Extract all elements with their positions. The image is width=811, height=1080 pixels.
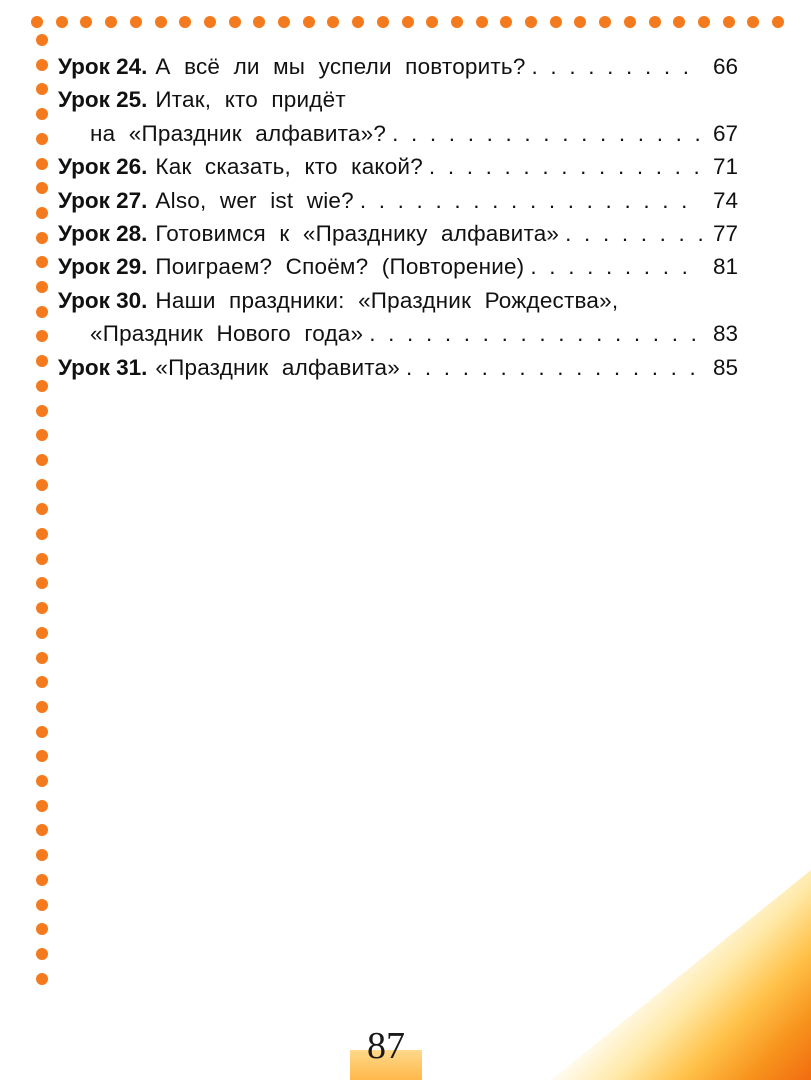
lesson-label: Урок 30. bbox=[58, 287, 148, 313]
border-dot bbox=[278, 16, 290, 28]
border-dot bbox=[36, 726, 48, 738]
toc-entry-lesson-26[interactable] bbox=[58, 150, 738, 183]
toc-entry-lesson-28[interactable] bbox=[58, 217, 738, 250]
border-dot bbox=[36, 306, 48, 318]
lesson-title: Поиграем? Споём? (Повторение) bbox=[155, 254, 525, 280]
toc-entry-lesson-29[interactable] bbox=[58, 250, 738, 283]
toc-line bbox=[58, 284, 738, 317]
border-dot bbox=[36, 800, 48, 812]
page-ref: 71 bbox=[712, 154, 738, 180]
border-dot bbox=[36, 479, 48, 491]
border-dot bbox=[649, 16, 661, 28]
border-dot bbox=[229, 16, 241, 28]
corner-gradient-decoration bbox=[551, 870, 811, 1080]
border-dot bbox=[36, 923, 48, 935]
lesson-label: Урок 29. bbox=[58, 254, 148, 280]
border-dot bbox=[36, 207, 48, 219]
border-dot bbox=[130, 16, 142, 28]
border-dot bbox=[105, 16, 117, 28]
border-dot bbox=[36, 232, 48, 244]
toc-entry-lesson-24[interactable] bbox=[58, 50, 738, 83]
toc-entry-lesson-31[interactable] bbox=[58, 351, 738, 384]
dot-leader bbox=[360, 184, 702, 217]
lesson-title: Как сказать, кто какой? bbox=[155, 154, 423, 180]
border-dot bbox=[303, 16, 315, 28]
border-dot bbox=[599, 16, 611, 28]
border-dot bbox=[624, 16, 636, 28]
dot-leader bbox=[369, 317, 702, 350]
border-dot bbox=[574, 16, 586, 28]
dot-leader bbox=[429, 150, 702, 183]
lesson-label: Урок 28. bbox=[58, 220, 148, 246]
border-dot bbox=[36, 59, 48, 71]
page-ref: 83 bbox=[712, 321, 738, 347]
toc-line bbox=[58, 50, 738, 83]
lesson-label: Урок 24. bbox=[58, 54, 148, 79]
dotted-border-top bbox=[0, 0, 811, 40]
border-dot bbox=[723, 16, 735, 28]
toc-line bbox=[58, 150, 738, 183]
border-dot bbox=[36, 133, 48, 145]
border-dot bbox=[36, 330, 48, 342]
page-ref: 81 bbox=[712, 254, 738, 280]
page-ref: 67 bbox=[712, 120, 738, 146]
border-dot bbox=[36, 602, 48, 614]
toc-line-continuation bbox=[58, 317, 738, 350]
border-dot bbox=[36, 824, 48, 836]
border-dot bbox=[36, 454, 48, 466]
page-number: 87 bbox=[367, 1025, 405, 1067]
border-dot bbox=[550, 16, 562, 28]
lesson-title: Наши праздники: «Праздник Рождества», bbox=[155, 287, 619, 313]
lesson-title: Итак, кто придёт bbox=[155, 87, 346, 113]
border-dot bbox=[36, 355, 48, 367]
lesson-label: Урок 31. bbox=[58, 354, 148, 380]
page-ref: 66 bbox=[712, 54, 738, 79]
lesson-label: Урок 26. bbox=[58, 154, 148, 180]
border-dot bbox=[36, 874, 48, 886]
border-dot bbox=[36, 948, 48, 960]
dot-leader bbox=[530, 250, 702, 283]
page-ref: 77 bbox=[712, 220, 738, 246]
border-dot bbox=[36, 83, 48, 95]
border-dot bbox=[747, 16, 759, 28]
border-dot bbox=[36, 503, 48, 515]
border-dot bbox=[80, 16, 92, 28]
border-dot bbox=[36, 849, 48, 861]
lesson-title: «Праздник алфавита» bbox=[155, 354, 400, 380]
border-dot bbox=[36, 775, 48, 787]
dot-leader bbox=[565, 217, 702, 250]
border-dot bbox=[36, 429, 48, 441]
border-dot bbox=[36, 577, 48, 589]
border-dot bbox=[36, 676, 48, 688]
dot-leader bbox=[406, 351, 702, 384]
border-dot bbox=[36, 750, 48, 762]
border-dot bbox=[36, 380, 48, 392]
border-dot bbox=[36, 108, 48, 120]
lesson-title: Готовимся к «Празднику алфавита» bbox=[155, 220, 560, 246]
border-dot bbox=[327, 16, 339, 28]
lesson-title: А всё ли мы успели повторить? bbox=[155, 54, 526, 79]
border-dot bbox=[253, 16, 265, 28]
toc-line bbox=[58, 250, 738, 283]
page-ref: 85 bbox=[712, 354, 738, 380]
border-dot bbox=[204, 16, 216, 28]
border-dot bbox=[377, 16, 389, 28]
border-dot bbox=[500, 16, 512, 28]
border-dot bbox=[36, 182, 48, 194]
border-dot bbox=[36, 899, 48, 911]
border-dot bbox=[36, 973, 48, 985]
page-ref: 74 bbox=[712, 187, 738, 213]
border-dot bbox=[36, 281, 48, 293]
dot-leader bbox=[532, 50, 702, 83]
border-dot bbox=[36, 553, 48, 565]
border-dot bbox=[36, 256, 48, 268]
border-dot bbox=[36, 652, 48, 664]
border-dot bbox=[426, 16, 438, 28]
border-dot bbox=[772, 16, 784, 28]
border-dot bbox=[451, 16, 463, 28]
toc-line-continuation bbox=[58, 117, 738, 150]
lesson-title: Also, wer ist wie? bbox=[155, 187, 354, 213]
border-dot bbox=[36, 627, 48, 639]
border-dot bbox=[525, 16, 537, 28]
dot-leader bbox=[392, 117, 702, 150]
lesson-title-continuation: на «Праздник алфавита»? bbox=[90, 120, 387, 146]
toc-line bbox=[58, 217, 738, 250]
toc-entry-lesson-30[interactable] bbox=[58, 284, 738, 351]
border-dot bbox=[352, 16, 364, 28]
border-dot bbox=[36, 405, 48, 417]
toc-line bbox=[58, 83, 738, 116]
table-of-contents bbox=[58, 50, 738, 384]
toc-line bbox=[58, 184, 738, 217]
border-dot bbox=[155, 16, 167, 28]
border-dot bbox=[36, 701, 48, 713]
lesson-title-continuation: «Праздник Нового года» bbox=[90, 321, 364, 347]
toc-entry-lesson-25[interactable] bbox=[58, 83, 738, 150]
toc-line bbox=[58, 351, 738, 384]
toc-entry-lesson-27[interactable] bbox=[58, 184, 738, 217]
border-dot bbox=[698, 16, 710, 28]
border-dot bbox=[36, 158, 48, 170]
border-dot bbox=[673, 16, 685, 28]
border-dot bbox=[402, 16, 414, 28]
border-dot bbox=[36, 34, 48, 46]
lesson-label: Урок 25. bbox=[58, 87, 148, 113]
border-dot bbox=[476, 16, 488, 28]
border-dot bbox=[179, 16, 191, 28]
lesson-label: Урок 27. bbox=[58, 187, 148, 213]
border-dot bbox=[36, 528, 48, 540]
